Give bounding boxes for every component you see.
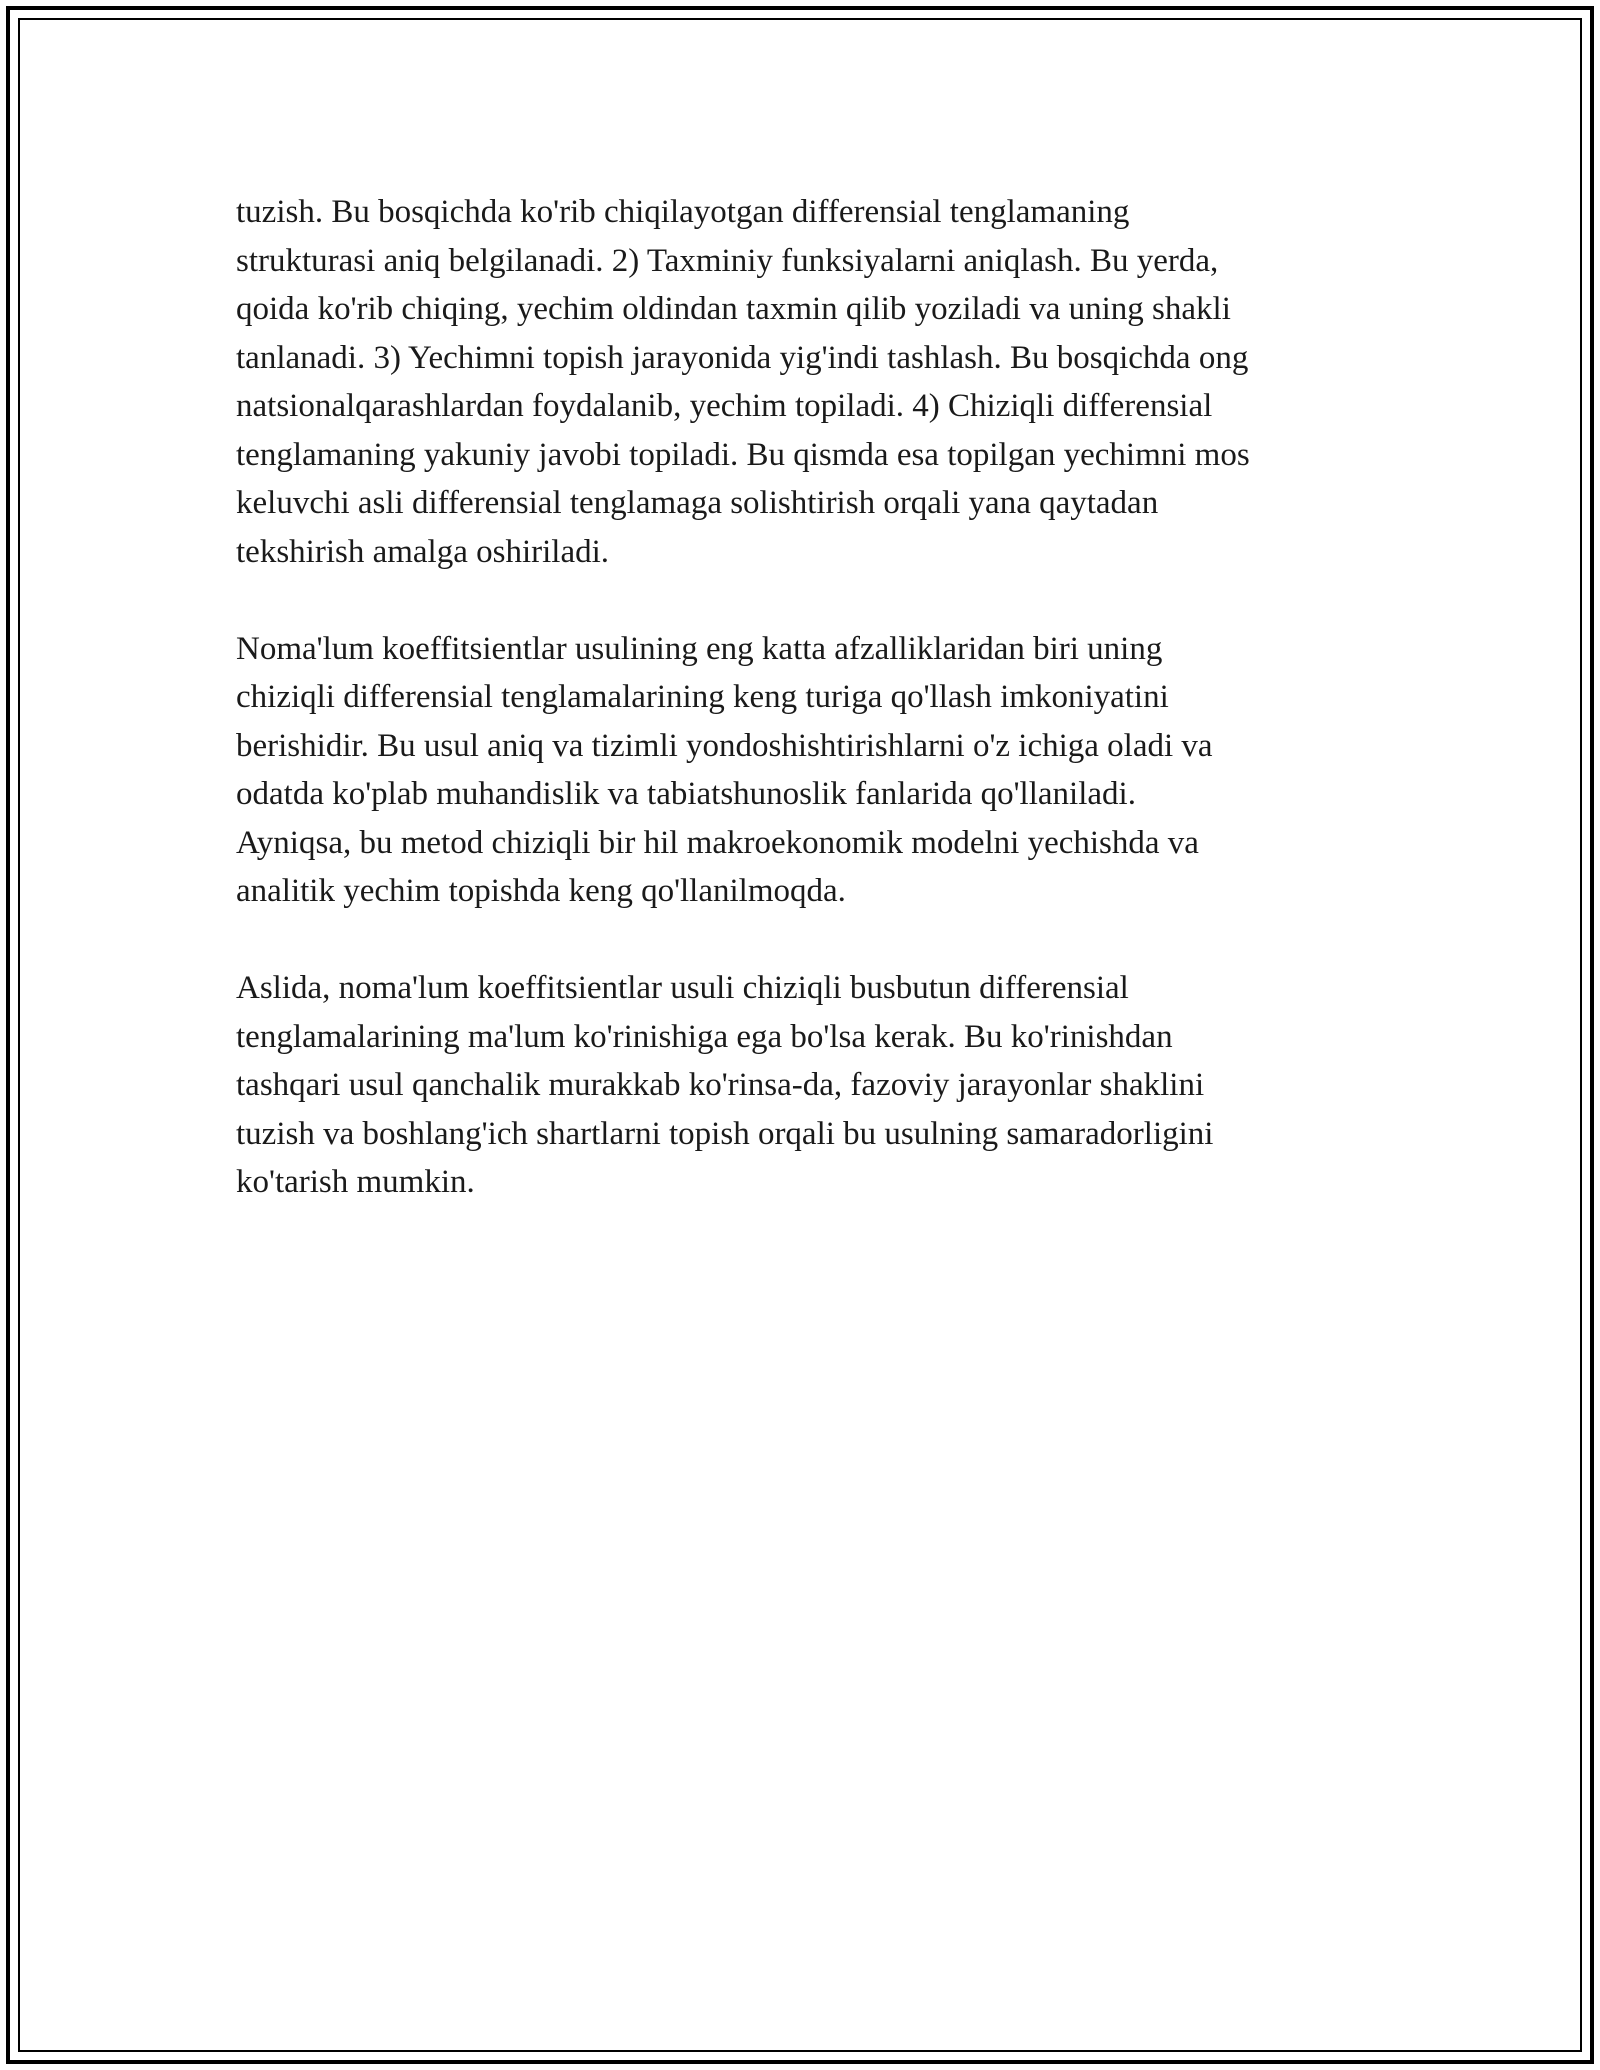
document-body <box>236 188 1376 1255</box>
paragraph-1: tuzish. Bu bosqichda ko'rib chiqilayotgan differensial tenglamaning strukturasi aniq belgilanadi. 2) Taxminiy funksiyalarni aniqlash. Bu yerda, qoida ko'rib chiqing, yechim oldindan taxmin qilib yoziladi va uning shakli tanlanadi. 3) Yechimni topish jarayonida yig'indi tashlash. Bu bosqichda ong natsionalqarashlardan foydalanib, yechim topiladi. 4) Chiziqli differensial tenglamaning yakuniy javobi topiladi. Bu qismda esa topilgan yechimni mos keluvchi asli differensial tenglamaga solishtirish orqali yana qaytadan tekshirish amalga oshiriladi. <box>236 194 1250 570</box>
paragraph-2: Noma'lum koeffitsientlar usulining eng katta afzalliklaridan biri uning chiziqli differensial tenglamalarining keng turiga qo'llash imkoniyatini berishidir. Bu usul aniq va tizimli yondoshishtirishlarni o'z ichiga oladi va odatda ko'plab muhandislik va tabiatshunoslik fanlarida qo'llaniladi. Ayniqsa, bu metod chiziqli bir hil makroekonomik modelni yechishda va analitik yechim topishda keng qo'llanilmoqda. <box>236 630 1213 909</box>
paragraph-3: Aslida, noma'lum koeffitsientlar usuli chiziqli busbutun differensial tenglamalarining ma'lum ko'rinishiga ega bo'lsa kerak. Bu ko'rinishdan tashqari usul qanchalik murakkab ko'rinsa-da, fazoviy jarayonlar shaklini tuzish va boshlang'ich shartlarni topish orqali bu usulning samaradorligini ko'tarish mumkin. <box>236 970 1214 1200</box>
